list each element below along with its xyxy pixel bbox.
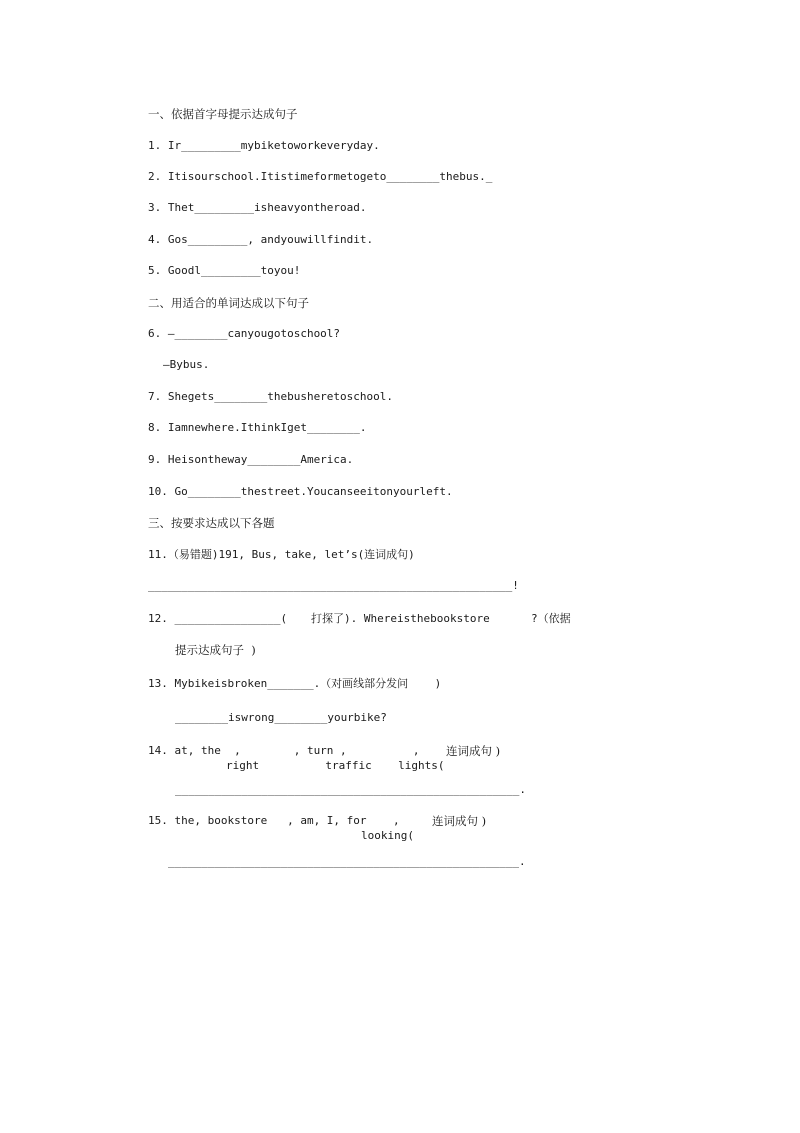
question-14: 14. at, the , , turn , , — [148, 744, 420, 757]
question-2: 2. Itisourschool.Itistimeformetogeto________thebus._ — [148, 170, 493, 183]
question-15-instruction: 连词成句 ) — [432, 814, 487, 828]
question-12-hint-cont: 提示达成句子 ) — [175, 643, 256, 657]
question-14-blank: ____________________________________________________. — [175, 783, 526, 796]
question-6-answer: —Bybus. — [163, 358, 210, 371]
question-11: 11.（易错题)191, Bus, take, let’s(连词成句) — [148, 548, 415, 561]
question-10: 10. Go________thestreet.Youcanseeitonyourleft. — [148, 485, 453, 498]
question-12-hint: ?（依据 — [531, 612, 571, 625]
question-4: 4. Gos_________, andyouwillfindit. — [148, 233, 374, 246]
question-11-blank: _______________________________________________________! — [148, 579, 519, 592]
question-15-words: looking( — [361, 829, 414, 842]
question-14-words: right traffic lights( — [226, 759, 445, 772]
question-14-instruction: 连词成句 ) — [446, 744, 501, 758]
question-15: 15. the, bookstore , am, I, for , — [148, 814, 400, 827]
question-3: 3. Thet_________isheavyontheroad. — [148, 201, 367, 214]
question-6: 6. —________canyougotoschool? — [148, 327, 341, 340]
question-8: 8. Iamnewhere.IthinkIget________. — [148, 421, 367, 434]
question-15-blank: _____________________________________________________. — [168, 855, 526, 868]
question-12: 12. ________________( — [148, 612, 288, 625]
question-12-text: 打探了). Whereisthebookstore — [311, 612, 490, 625]
question-9: 9. Heisontheway________America. — [148, 453, 354, 466]
question-13: 13. Mybikeisbroken_______.（对画线部分发问 ) — [148, 677, 442, 690]
question-1: 1. Ir_________mybiketoworkeveryday. — [148, 139, 380, 152]
section-1-heading: 一、依据首字母提示达成句子 — [148, 107, 298, 121]
section-2-heading: 二、用适合的单词达成以下句子 — [148, 296, 309, 310]
question-13-blank: ________iswrong________yourbike? — [175, 711, 387, 724]
section-3-heading: 三、按要求达成以下各题 — [148, 516, 275, 530]
question-7: 7. Shegets________thebusheretoschool. — [148, 390, 394, 403]
question-5: 5. Goodl_________toyou! — [148, 264, 301, 277]
